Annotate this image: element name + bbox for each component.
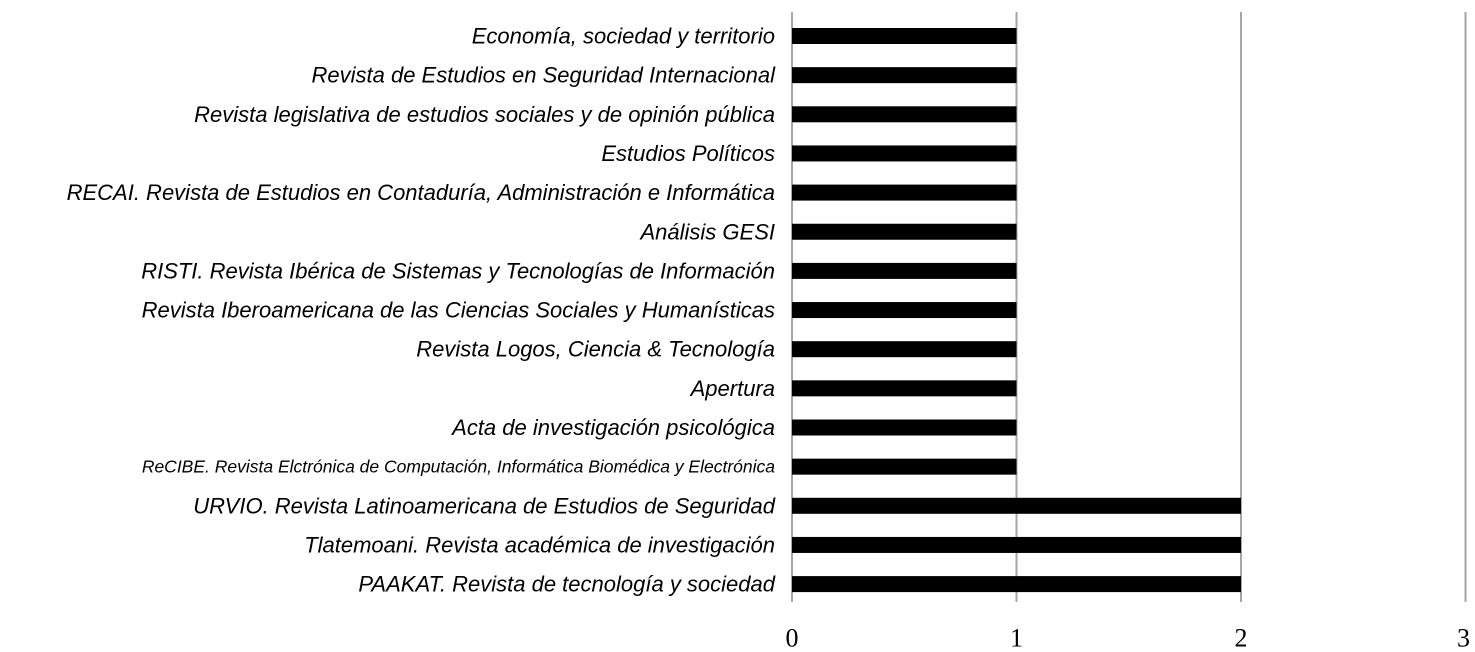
- bar: [792, 420, 1017, 436]
- bar: [792, 106, 1017, 122]
- bar: [792, 263, 1017, 279]
- category-label: Economía, sociedad y territorio: [471, 23, 775, 49]
- x-tick-label: 0: [785, 623, 799, 652]
- category-label: Acta de investigación psicológica: [452, 415, 775, 440]
- x-tick-label: 3: [1457, 623, 1470, 652]
- x-tick-label: 2: [1234, 623, 1248, 652]
- category-label: Estudios Políticos: [601, 140, 775, 166]
- bar: [792, 67, 1017, 83]
- category-label: Apertura: [690, 375, 775, 401]
- category-label: PAAKAT. Revista de tecnología y sociedad: [358, 571, 775, 597]
- bar: [792, 459, 1017, 475]
- category-label: Revista legislativa de estudios sociales y de opinión pública: [194, 101, 775, 127]
- bar: [792, 224, 1017, 240]
- category-label: URVIO. Revista Latinoamericana de Estudios de Seguridad: [193, 493, 775, 519]
- category-label: RECAI. Revista de Estudios en Contaduría, Administración e Informática: [66, 180, 775, 206]
- category-label: Revista de Estudios en Seguridad Internacional: [311, 62, 775, 88]
- category-labels: [67, 24, 777, 597]
- bar: [792, 498, 1241, 514]
- bar: [792, 380, 1017, 396]
- bar: [792, 302, 1017, 318]
- category-label: Revista Logos, Ciencia & Tecnología: [416, 336, 775, 362]
- x-tick-labels: [786, 624, 1471, 652]
- bars: [792, 28, 1241, 592]
- bar: [792, 185, 1017, 201]
- bar: [792, 537, 1241, 553]
- bar: [792, 576, 1241, 592]
- category-label: Análisis GESI: [640, 219, 775, 245]
- x-tick-label: 1: [1010, 623, 1023, 652]
- bar: [792, 145, 1017, 161]
- category-label: RISTI. Revista Ibérica de Sistemas y Tecnologías de Información: [141, 258, 775, 284]
- category-label: Tlatemoani. Revista académica de investigación: [304, 532, 775, 558]
- bar: [792, 341, 1017, 357]
- category-label: ReCIBE. Revista Elctrónica de Computación, Informática Biomédica y Electrónica: [141, 456, 775, 477]
- category-label: Revista Iberoamericana de las Ciencias Sociales y Humanísticas: [141, 297, 775, 323]
- bar: [792, 28, 1017, 44]
